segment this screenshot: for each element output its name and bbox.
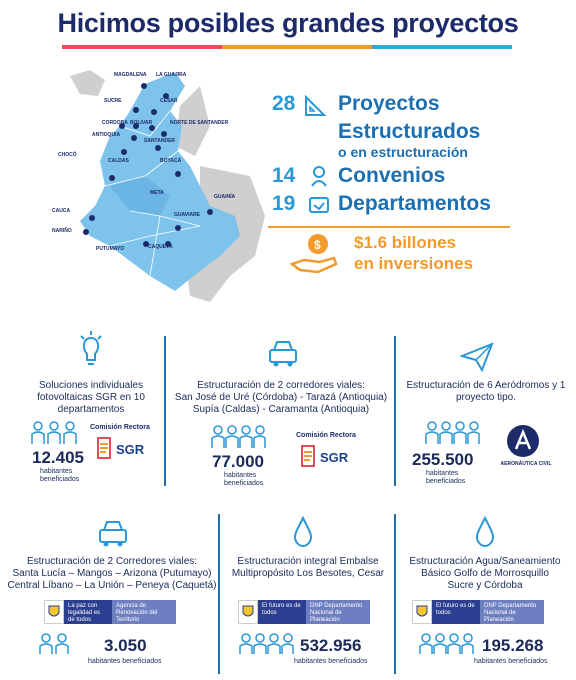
people-group-icon: [238, 632, 294, 656]
map-label: NARIÑO: [52, 228, 72, 234]
map-label: GUAVIARE: [174, 212, 201, 218]
card5-gov-logo: [238, 600, 370, 624]
map-label: CESAR: [160, 98, 178, 104]
card3-number: 255.500: [412, 450, 474, 469]
card2-line3: Supía (Caldas) - Caramanta (Antioquia): [192, 404, 370, 415]
card4-gov-logo: [44, 600, 176, 624]
title-underline-blue: [372, 45, 512, 49]
handshake-icon: [306, 192, 332, 218]
stat-departments-label: Departamentos: [338, 192, 491, 215]
card4-gov-text-1: La paz con legalidad es de todos: [64, 600, 112, 624]
card2-description: [168, 380, 394, 416]
stat-agreements-number: 14: [272, 164, 296, 187]
row2-separator-2: [394, 514, 396, 674]
map-label: CALDAS: [108, 158, 129, 164]
colombia-shield-icon: [412, 600, 432, 624]
stat-projects-label-2: Estructurados: [338, 120, 481, 143]
sgr-logo-icon: [298, 444, 318, 468]
card4-description: [6, 556, 218, 592]
card5-line2: Multipropósito Los Besotes, Cesar: [231, 568, 385, 579]
card5-line1: Estructuración integral Embalse: [237, 556, 379, 567]
card5-gov-text-2: DNP Departamento Nacional de Planeación: [306, 600, 370, 624]
sgr-logo-icon: [94, 436, 114, 460]
location-person-icon: [306, 164, 332, 190]
title-underline-orange: [222, 45, 372, 49]
card6-number: 195.268: [482, 636, 544, 655]
stat-projects-number: 28: [272, 92, 296, 115]
people-group-icon: [210, 424, 266, 450]
map-label: SUCRE: [104, 98, 122, 104]
card6-line1: Estructuración Agua/Saneamiento: [409, 556, 561, 567]
card2-line1: Estructuración de 2 corredores viales:: [197, 380, 365, 391]
stat-agreements-label: Convenios: [338, 164, 446, 187]
investment-text: [354, 232, 473, 274]
stat-projects-label-1: Proyectos: [338, 92, 440, 115]
map-label: BOYACÁ: [160, 158, 182, 164]
card5-number: 532.956: [300, 636, 362, 655]
paper-plane-icon: [460, 342, 494, 372]
lightbulb-icon: [78, 330, 104, 370]
map-label: ANTIOQUIA: [92, 132, 121, 138]
investment-caption: en inversiones: [354, 254, 474, 273]
map-label: NORTE DE SANTANDER: [170, 120, 229, 126]
investment-amount: $1.6 billones: [354, 233, 457, 252]
investment-divider: [268, 226, 510, 228]
card2-logo-text: SGR: [320, 450, 349, 465]
row1-separator-2: [394, 336, 396, 486]
map-label: CAQUETÁ: [148, 244, 173, 250]
money-hand-icon: [290, 230, 340, 276]
card5-unit: habitantes beneficiados: [294, 658, 368, 665]
map-label: PUTUMAYO: [96, 246, 125, 252]
water-drop-icon: [474, 516, 496, 548]
people-group-icon: [424, 420, 480, 446]
card4-unit: habitantes beneficiados: [88, 658, 162, 665]
svg-text:$: $: [314, 238, 321, 252]
map-label: META: [150, 190, 164, 196]
card1-rector: Comisión Rectora: [90, 424, 150, 431]
stat-departments-number: 19: [272, 192, 296, 215]
card4-line2: Santa Lucía – Mangos – Arizona (Putumayo): [12, 568, 212, 579]
row2-separator-1: [218, 514, 220, 674]
card4-line1: Estructuración de 2 Corredores viales:: [26, 556, 198, 567]
card6-description: [398, 556, 572, 592]
card6-gov-text-1: El futuro es de todos: [432, 600, 480, 624]
card6-line3: Sucre y Córdoba: [447, 580, 523, 591]
water-drop-icon: [292, 516, 314, 548]
card1-unit: habitantes beneficiados: [40, 468, 80, 483]
card5-gov-text-1: El futuro es de todos: [258, 600, 306, 624]
card5-description: [222, 556, 394, 580]
card3-description: Estructuración de 6 Aeródromos y 1 proyecto tipo.: [406, 380, 566, 403]
map-label: BOLIVAR: [130, 120, 153, 126]
colombia-shield-icon: [238, 600, 258, 624]
card3-unit: habitantes beneficiados: [426, 470, 466, 485]
card3-logo-text: AERONÁUTICA CIVIL: [500, 461, 552, 467]
card4-number: 3.050: [104, 636, 147, 655]
title-underline-red: [62, 45, 222, 49]
card2-rector: Comisión Rectora: [296, 432, 356, 439]
card2-line2: San José de Uré (Córdoba) - Tarazá (Antioquia): [174, 392, 388, 403]
taxi-icon: [96, 516, 130, 550]
map-label: LA GUAJIRA: [156, 72, 187, 78]
ruler-square-icon: [303, 94, 329, 118]
colombia-map: [50, 66, 272, 302]
card6-line2: Básico Golfo de Morrosquillo: [421, 568, 549, 579]
card1-logo-text: SGR: [116, 442, 145, 457]
people-group-icon: [30, 420, 78, 446]
card6-unit: habitantes beneficiados: [474, 658, 548, 665]
card6-gov-logo: [412, 600, 544, 624]
map-label: CORDOBA: [102, 120, 128, 126]
card4-gov-text-2: Agencia de Renovación del Territorio: [112, 600, 176, 624]
card2-unit: habitantes beneficiados: [224, 472, 264, 487]
card1-number: 12.405: [32, 448, 84, 467]
taxi-icon: [266, 336, 300, 370]
card1-description: Soluciones individuales fotovoltaicas SGR en 10 departamentos: [37, 380, 145, 415]
card4-line3: Central Líbano – La Unión – Peneya (Caquetá): [7, 580, 217, 591]
map-label: MAGDALENA: [114, 72, 147, 78]
row1-separator-1: [164, 336, 166, 486]
people-group-icon: [36, 632, 72, 656]
colombia-shield-icon: [44, 600, 64, 624]
page-title: Hicimos posibles grandes proyectos: [57, 8, 519, 38]
map-label: GUAINÍA: [214, 194, 236, 200]
map-label: CHOCÓ: [58, 152, 77, 158]
map-label: CAUCA: [52, 208, 71, 214]
card2-number: 77.000: [212, 452, 264, 471]
stat-projects-label-3: o en estructuración: [338, 144, 468, 160]
card6-gov-text-2: DNP Departamento Nacional de Planeación: [480, 600, 544, 624]
people-group-icon: [418, 632, 474, 656]
aerocivil-logo-icon: [506, 424, 540, 458]
map-label: SANTANDER: [144, 138, 176, 144]
